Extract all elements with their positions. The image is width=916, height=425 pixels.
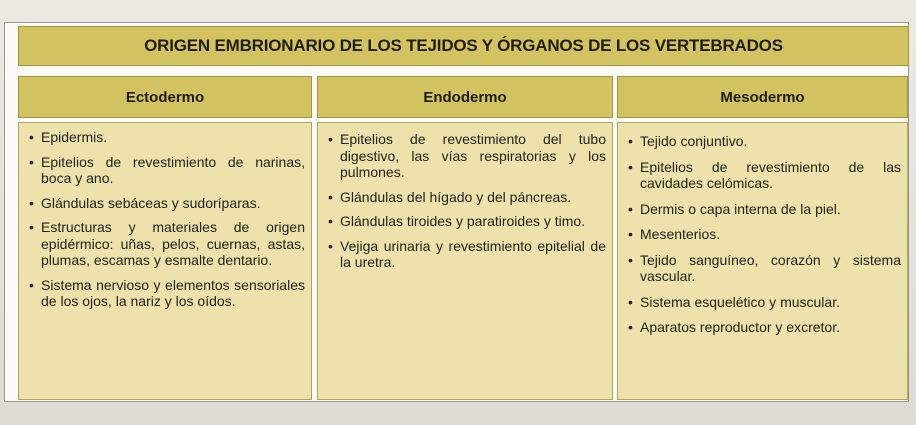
bullet-icon: • <box>628 293 633 310</box>
table-title: ORIGEN EMBRIONARIO DE LOS TEJIDOS Y ÓRGANOS DE LOS VERTEBRADOS <box>144 36 783 55</box>
column-header-mesodermo <box>617 76 908 118</box>
column-body-endodermo <box>317 122 613 400</box>
column-header-label: Ectodermo <box>125 88 205 106</box>
list-item-text: Aparatos reproductor y excretor. <box>640 319 840 335</box>
column-header-ectodermo <box>18 76 312 118</box>
list-item-text: Tejido conjuntivo. <box>640 133 748 149</box>
list-item <box>29 219 305 269</box>
list-item-text: Tejido sanguíneo, corazón y sistema vascular. <box>640 251 901 284</box>
list-item <box>29 277 305 310</box>
bullet-icon: • <box>328 213 333 229</box>
item-list <box>29 129 305 310</box>
bullet-icon: • <box>29 194 34 211</box>
list-item <box>628 159 901 192</box>
list-item-text: Epitelios de revestimiento de narinas, boca y ano. <box>41 153 305 186</box>
list-item <box>29 154 305 187</box>
bullet-icon: • <box>628 226 633 242</box>
bullet-icon: • <box>29 219 34 235</box>
bullet-icon: • <box>29 276 34 293</box>
list-item <box>328 238 606 271</box>
list-item-text: Glándulas tiroides y paratiroides y timo. <box>340 213 586 229</box>
bullet-icon: • <box>328 188 333 205</box>
table-title-bar <box>18 26 909 66</box>
list-item <box>628 294 901 311</box>
bullet-icon: • <box>328 131 333 147</box>
list-item-text: Sistema esquelético y muscular. <box>640 293 840 310</box>
list-item <box>628 319 901 336</box>
list-item <box>328 131 606 181</box>
list-item <box>628 226 901 243</box>
list-item-text: Epitelios de revestimiento de las cavidades celómicas. <box>640 158 901 191</box>
bullet-icon: • <box>628 319 633 335</box>
bullet-icon: • <box>628 200 633 217</box>
list-item <box>328 189 606 206</box>
list-item-text: Vejiga urinaria y revestimiento epitelial de la uretra. <box>340 237 606 270</box>
item-list <box>628 133 901 336</box>
list-item-text: Glándulas del hígado y del páncreas. <box>340 188 572 205</box>
column-header-label: Endodermo <box>423 88 507 106</box>
column-body-ectodermo <box>18 122 312 400</box>
bullet-icon: • <box>29 153 34 170</box>
bullet-icon: • <box>628 133 633 149</box>
list-item-text: Mesenterios. <box>640 226 721 242</box>
list-item <box>29 195 305 212</box>
list-item <box>628 252 901 285</box>
item-list <box>328 131 606 271</box>
bullet-icon: • <box>29 129 34 145</box>
column-body-mesodermo <box>617 122 908 400</box>
list-item-text: Epitelios de revestimiento del tubo digestivo, las vías respiratorias y los pulmones. <box>340 131 606 180</box>
list-item-text: Epidermis. <box>41 129 108 145</box>
column-header-endodermo <box>317 76 613 118</box>
list-item-text: Estructuras y materiales de origen epidérmico: uñas, pelos, cuernas, astas, plumas, escamas y esmalte dentario. <box>41 219 305 268</box>
list-item <box>328 213 606 230</box>
list-item-text: Sistema nervioso y elementos sensoriales de los ojos, la nariz y los oídos. <box>41 276 305 309</box>
bullet-icon: • <box>628 158 633 175</box>
list-item <box>628 133 901 150</box>
column-header-label: Mesodermo <box>720 88 805 106</box>
list-item-text: Glándulas sebáceas y sudoríparas. <box>41 194 261 211</box>
list-item-text: Dermis o capa interna de la piel. <box>640 200 841 217</box>
list-item <box>628 201 901 218</box>
bullet-icon: • <box>328 237 333 254</box>
bullet-icon: • <box>628 251 633 268</box>
list-item <box>29 129 305 146</box>
